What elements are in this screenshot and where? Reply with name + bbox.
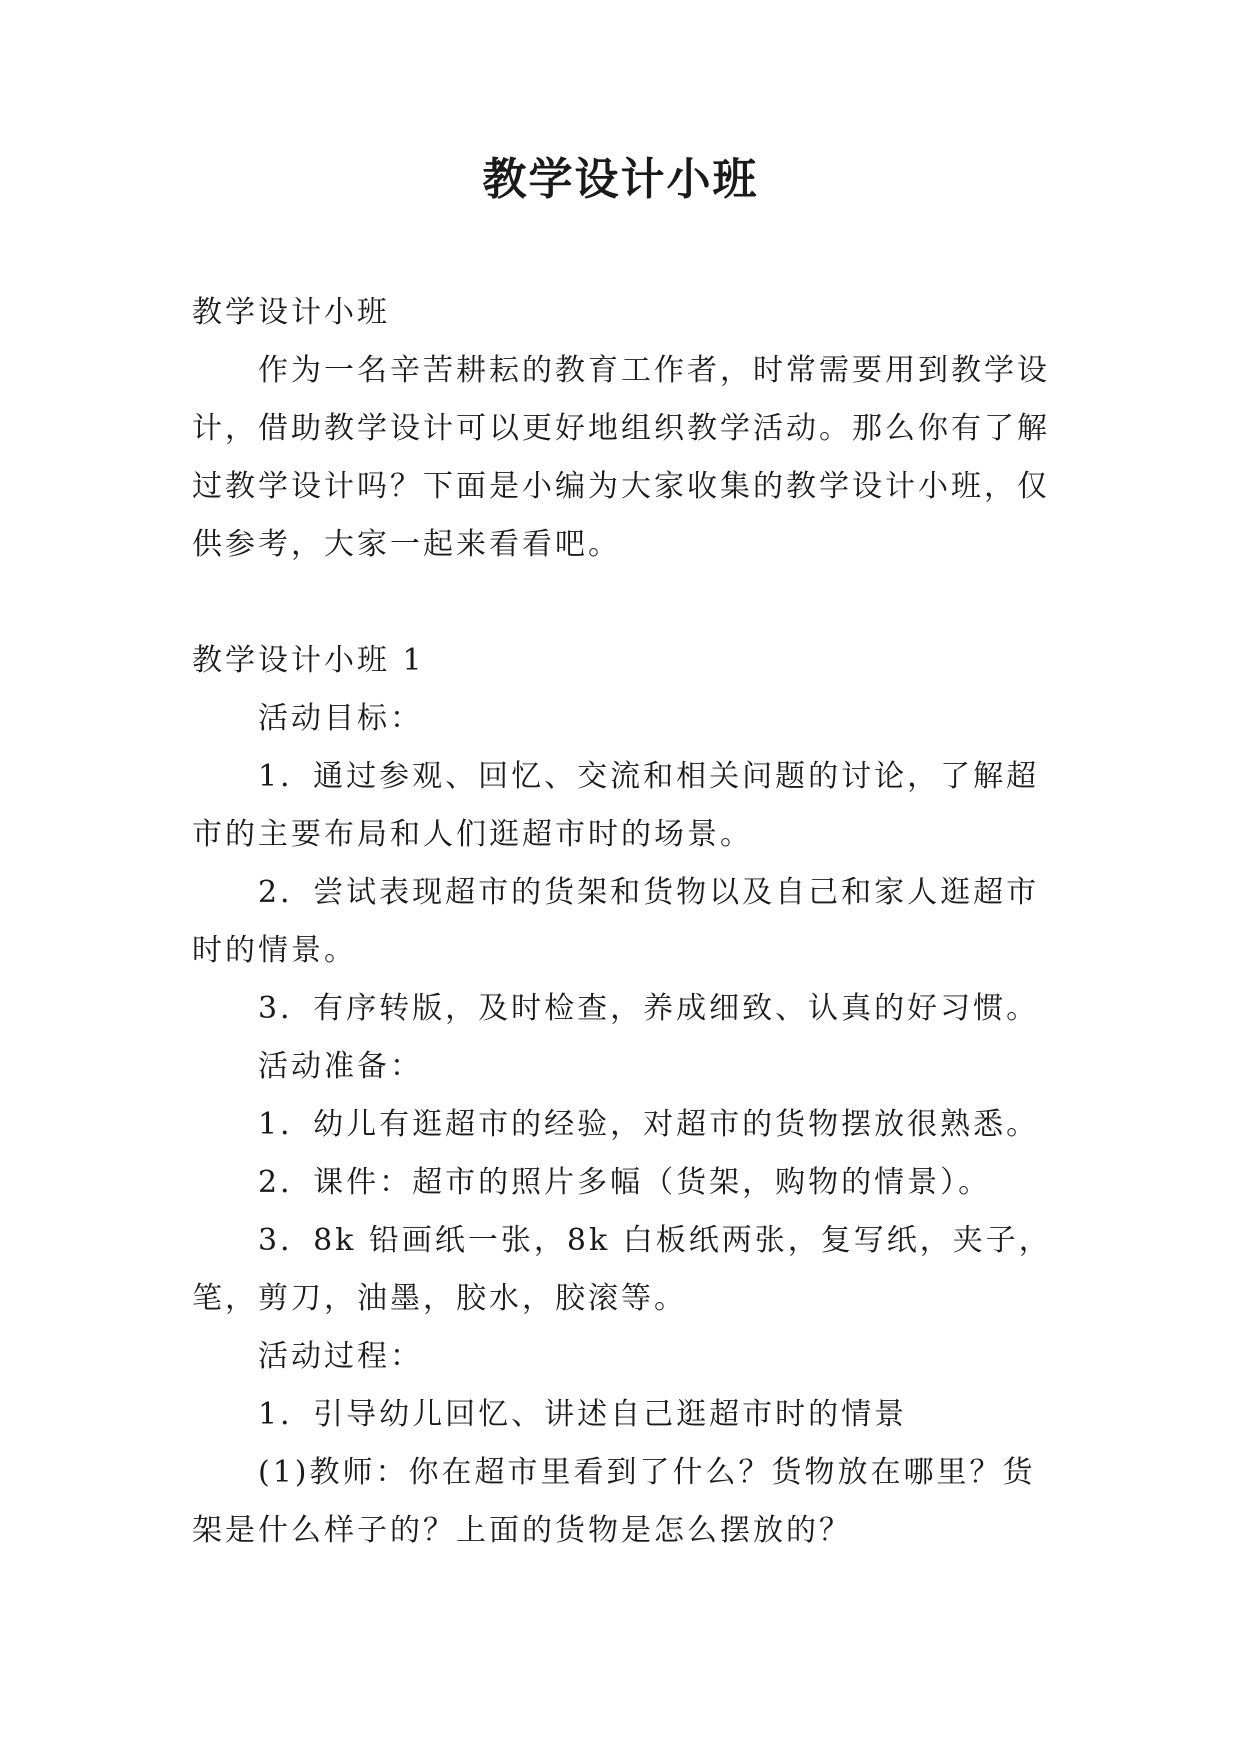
intro-paragraph: 作为一名辛苦耕耘的教育工作者，时常需要用到教学设计，借助教学设计可以更好地组织教学活动。那么你有了解过教学设计吗？下面是小编为大家收集的教学设计小班，仅供参考，大家一起来看看吧。	[192, 353, 1050, 562]
process-item-1: 1．引导幼儿回忆、讲述自己逛超市时的情景	[258, 1397, 908, 1432]
document-title: 教学设计小班	[482, 154, 759, 205]
document-body	[192, 284, 1052, 1560]
paragraph-gap	[192, 574, 1052, 632]
goal-item-2: 2．尝试表现超市的货架和货物以及自己和家人逛超市时的情景。	[192, 875, 1040, 968]
activity-prep-heading: 活动准备：	[258, 1049, 423, 1084]
subtitle-paragraph: 教学设计小班	[192, 295, 390, 330]
prep-item-1: 1．幼儿有逛超市的经验，对超市的货物摆放很熟悉。	[258, 1107, 1040, 1142]
process-subitem-1: (1)教师：你在超市里看到了什么？货物放在哪里？货架是什么样子的？上面的货物是怎么摆放的？	[192, 1455, 1036, 1548]
prep-item-2: 2．课件：超市的照片多幅（货架，购物的情景）。	[258, 1165, 992, 1200]
goal-item-3: 3．有序转版，及时检查，养成细致、认真的好习惯。	[258, 991, 1040, 1026]
section-heading: 教学设计小班 1	[192, 643, 425, 678]
prep-item-3: 3．8k 铅画纸一张，8k 白板纸两张，复写纸，夹子，笔，剪刀，油墨，胶水，胶滚等。	[192, 1223, 1052, 1316]
activity-goals-heading: 活动目标：	[258, 701, 423, 736]
activity-process-heading: 活动过程：	[258, 1339, 423, 1374]
goal-item-1: 1．通过参观、回忆、交流和相关问题的讨论，了解超市的主要布局和人们逛超市时的场景。	[192, 759, 1040, 852]
